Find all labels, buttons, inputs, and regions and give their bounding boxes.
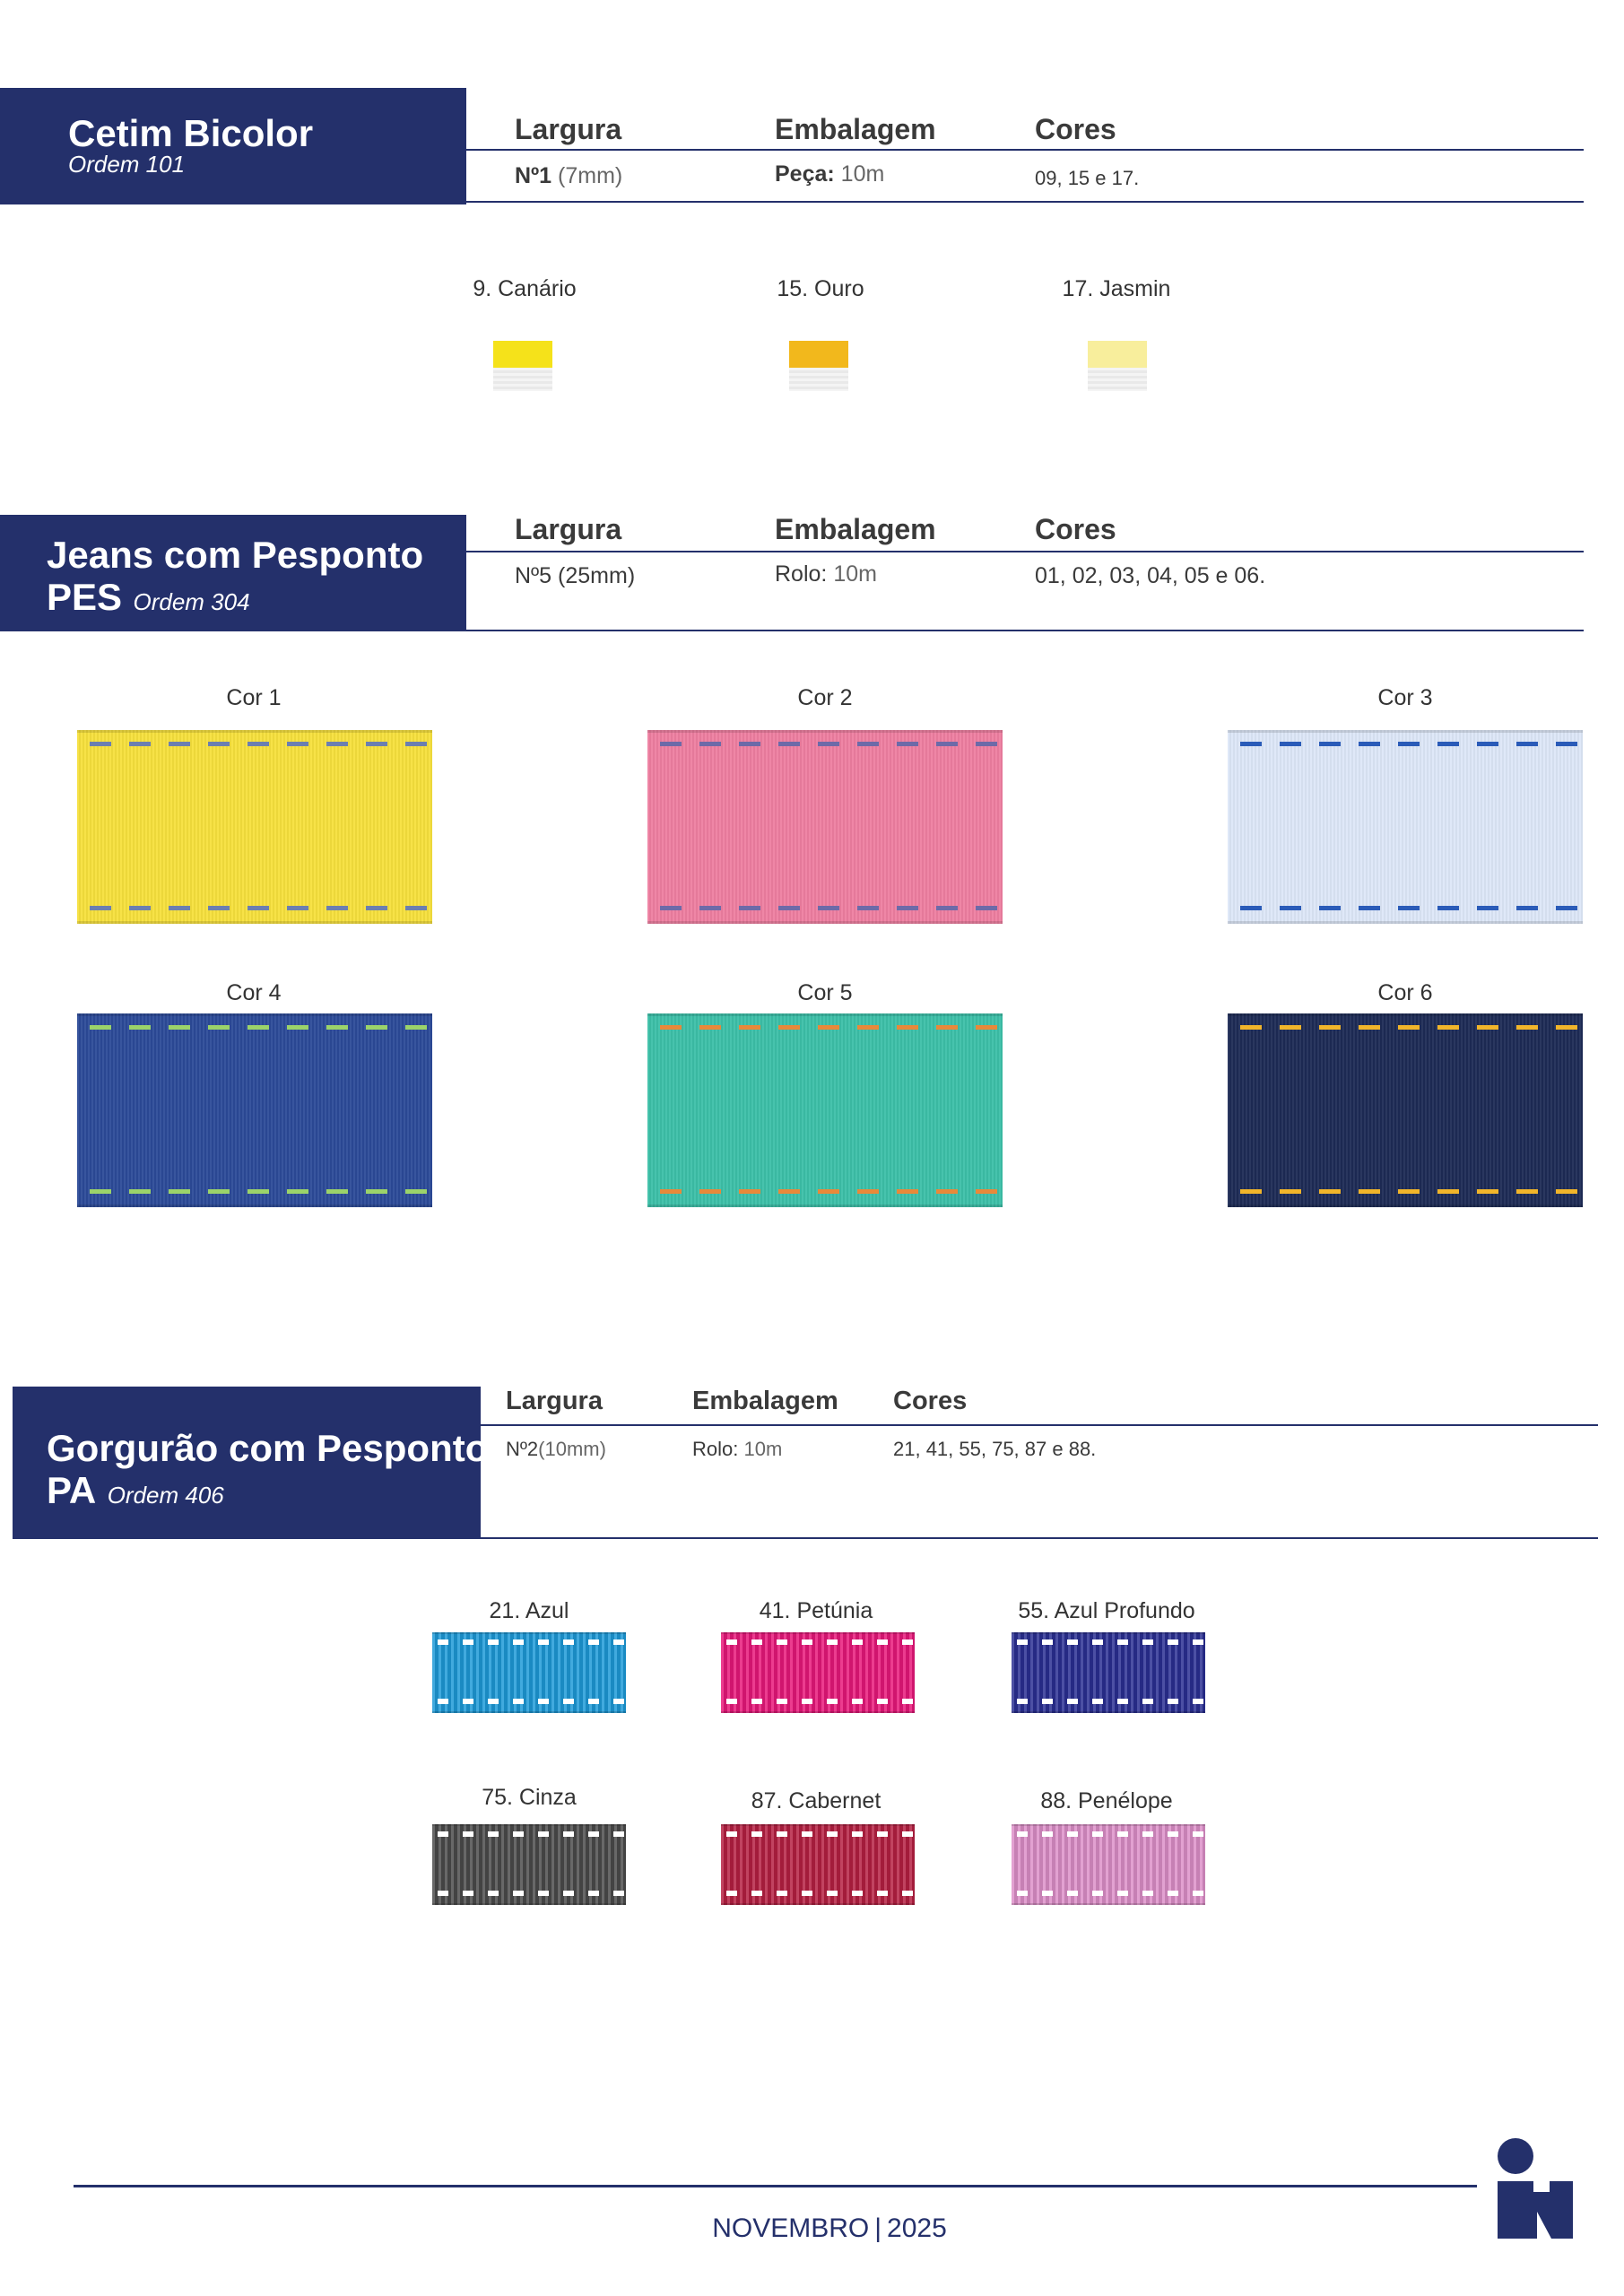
gorgurao-swatch-label: 21. Azul xyxy=(489,1598,569,1623)
cetim-swatch-label: 15. Ouro xyxy=(777,276,864,301)
brand-logo xyxy=(1492,2135,1578,2242)
jeans-embalagem-value: Rolo: 10m xyxy=(775,561,877,587)
gorgurao-swatch-label: 88. Penélope xyxy=(1040,1788,1173,1813)
gorgurao-title-block xyxy=(13,1387,489,1539)
cetim-cores-value: 09, 15 e 17. xyxy=(1035,167,1140,189)
cetim-title-block xyxy=(0,88,466,204)
gorgurao-subtitle xyxy=(47,1469,224,1512)
gorgurao-cores-value: 21, 41, 55, 75, 87 e 88. xyxy=(893,1438,1097,1460)
gorgurao-header-rule xyxy=(481,1424,1598,1426)
gorgurao-largura-value: Nº2(10mm) xyxy=(506,1438,606,1460)
gorgurao-swatch-label: 75. Cinza xyxy=(482,1785,577,1810)
gorgurao-header-largura: Largura xyxy=(506,1387,603,1415)
footer-month: NOVEMBRO xyxy=(712,2213,870,2243)
gorgurao-header-embalagem: Embalagem xyxy=(692,1387,838,1415)
jeans-swatch xyxy=(77,1013,432,1207)
cetim-header-rule xyxy=(466,149,1584,151)
cetim-header-largura: Largura xyxy=(515,113,622,145)
cetim-swatch xyxy=(493,341,552,391)
gorgurao-swatch-label: 87. Cabernet xyxy=(751,1788,881,1813)
jeans-bottom-rule xyxy=(466,630,1584,631)
gorgurao-swatch xyxy=(432,1824,626,1905)
jeans-swatch-label: Cor 3 xyxy=(1377,685,1433,710)
gorgurao-swatch xyxy=(721,1632,915,1713)
gorgurao-bottom-rule xyxy=(481,1537,1598,1539)
jeans-header-cores: Cores xyxy=(1035,513,1116,545)
jeans-cores-value: 01, 02, 03, 04, 05 e 06. xyxy=(1035,563,1266,588)
jeans-swatch-label: Cor 4 xyxy=(226,980,282,1005)
cetim-largura-value: Nº1 (7mm) xyxy=(515,163,623,188)
jeans-swatch-label: Cor 6 xyxy=(1377,980,1433,1005)
gorgurao-swatch-label: 41. Petúnia xyxy=(759,1598,873,1623)
gorgurao-header-cores: Cores xyxy=(893,1387,968,1415)
cetim-title: Cetim Bicolor xyxy=(68,112,314,154)
footer-rule xyxy=(74,2185,1477,2187)
jeans-code: PES xyxy=(47,576,123,618)
footer-date xyxy=(682,2213,977,2244)
jeans-swatch xyxy=(647,730,1003,924)
footer-separator: | xyxy=(874,2213,882,2243)
jeans-swatch xyxy=(77,730,432,924)
jeans-title-block xyxy=(0,515,466,631)
jeans-swatch-label: Cor 1 xyxy=(226,685,282,710)
gorgurao-swatch xyxy=(1012,1824,1205,1905)
gorgurao-swatch xyxy=(721,1824,915,1905)
cetim-swatch-label: 17. Jasmin xyxy=(1062,276,1171,301)
cetim-order: Ordem 101 xyxy=(68,151,186,178)
jeans-swatch xyxy=(1228,730,1583,924)
jeans-order: Ordem 304 xyxy=(133,588,250,615)
jeans-swatch-label: Cor 5 xyxy=(797,980,853,1005)
cetim-swatch xyxy=(1088,341,1147,391)
gorgurao-title: Gorgurão com Pesponto xyxy=(47,1427,489,1469)
gorgurao-swatch-label: 55. Azul Profundo xyxy=(1018,1598,1195,1623)
jeans-header-embalagem: Embalagem xyxy=(775,513,936,545)
jeans-largura-value: Nº5 (25mm) xyxy=(515,563,636,588)
brand-logo-mark xyxy=(1492,2135,1578,2242)
cetim-header-embalagem: Embalagem xyxy=(775,113,936,145)
gorgurao-swatch xyxy=(432,1632,626,1713)
gorgurao-swatch xyxy=(1012,1632,1205,1713)
jeans-header-rule xyxy=(466,551,1584,552)
jeans-header-largura: Largura xyxy=(515,513,622,545)
gorgurao-embalagem-value: Rolo: 10m xyxy=(692,1438,783,1460)
cetim-swatch xyxy=(789,341,848,391)
cetim-bottom-rule xyxy=(466,201,1584,203)
jeans-subtitle xyxy=(47,576,250,619)
jeans-swatch-label: Cor 2 xyxy=(797,685,853,710)
jeans-swatch xyxy=(1228,1013,1583,1207)
cetim-header-cores: Cores xyxy=(1035,113,1116,145)
jeans-swatch xyxy=(647,1013,1003,1207)
jeans-title: Jeans com Pesponto xyxy=(47,534,424,576)
gorgurao-code: PA xyxy=(47,1469,97,1511)
cetim-embalagem-value: Peça: 10m xyxy=(775,161,885,187)
footer-year: 2025 xyxy=(887,2213,947,2243)
gorgurao-order: Ordem 406 xyxy=(107,1482,224,1509)
cetim-swatch-label: 9. Canário xyxy=(473,276,577,301)
